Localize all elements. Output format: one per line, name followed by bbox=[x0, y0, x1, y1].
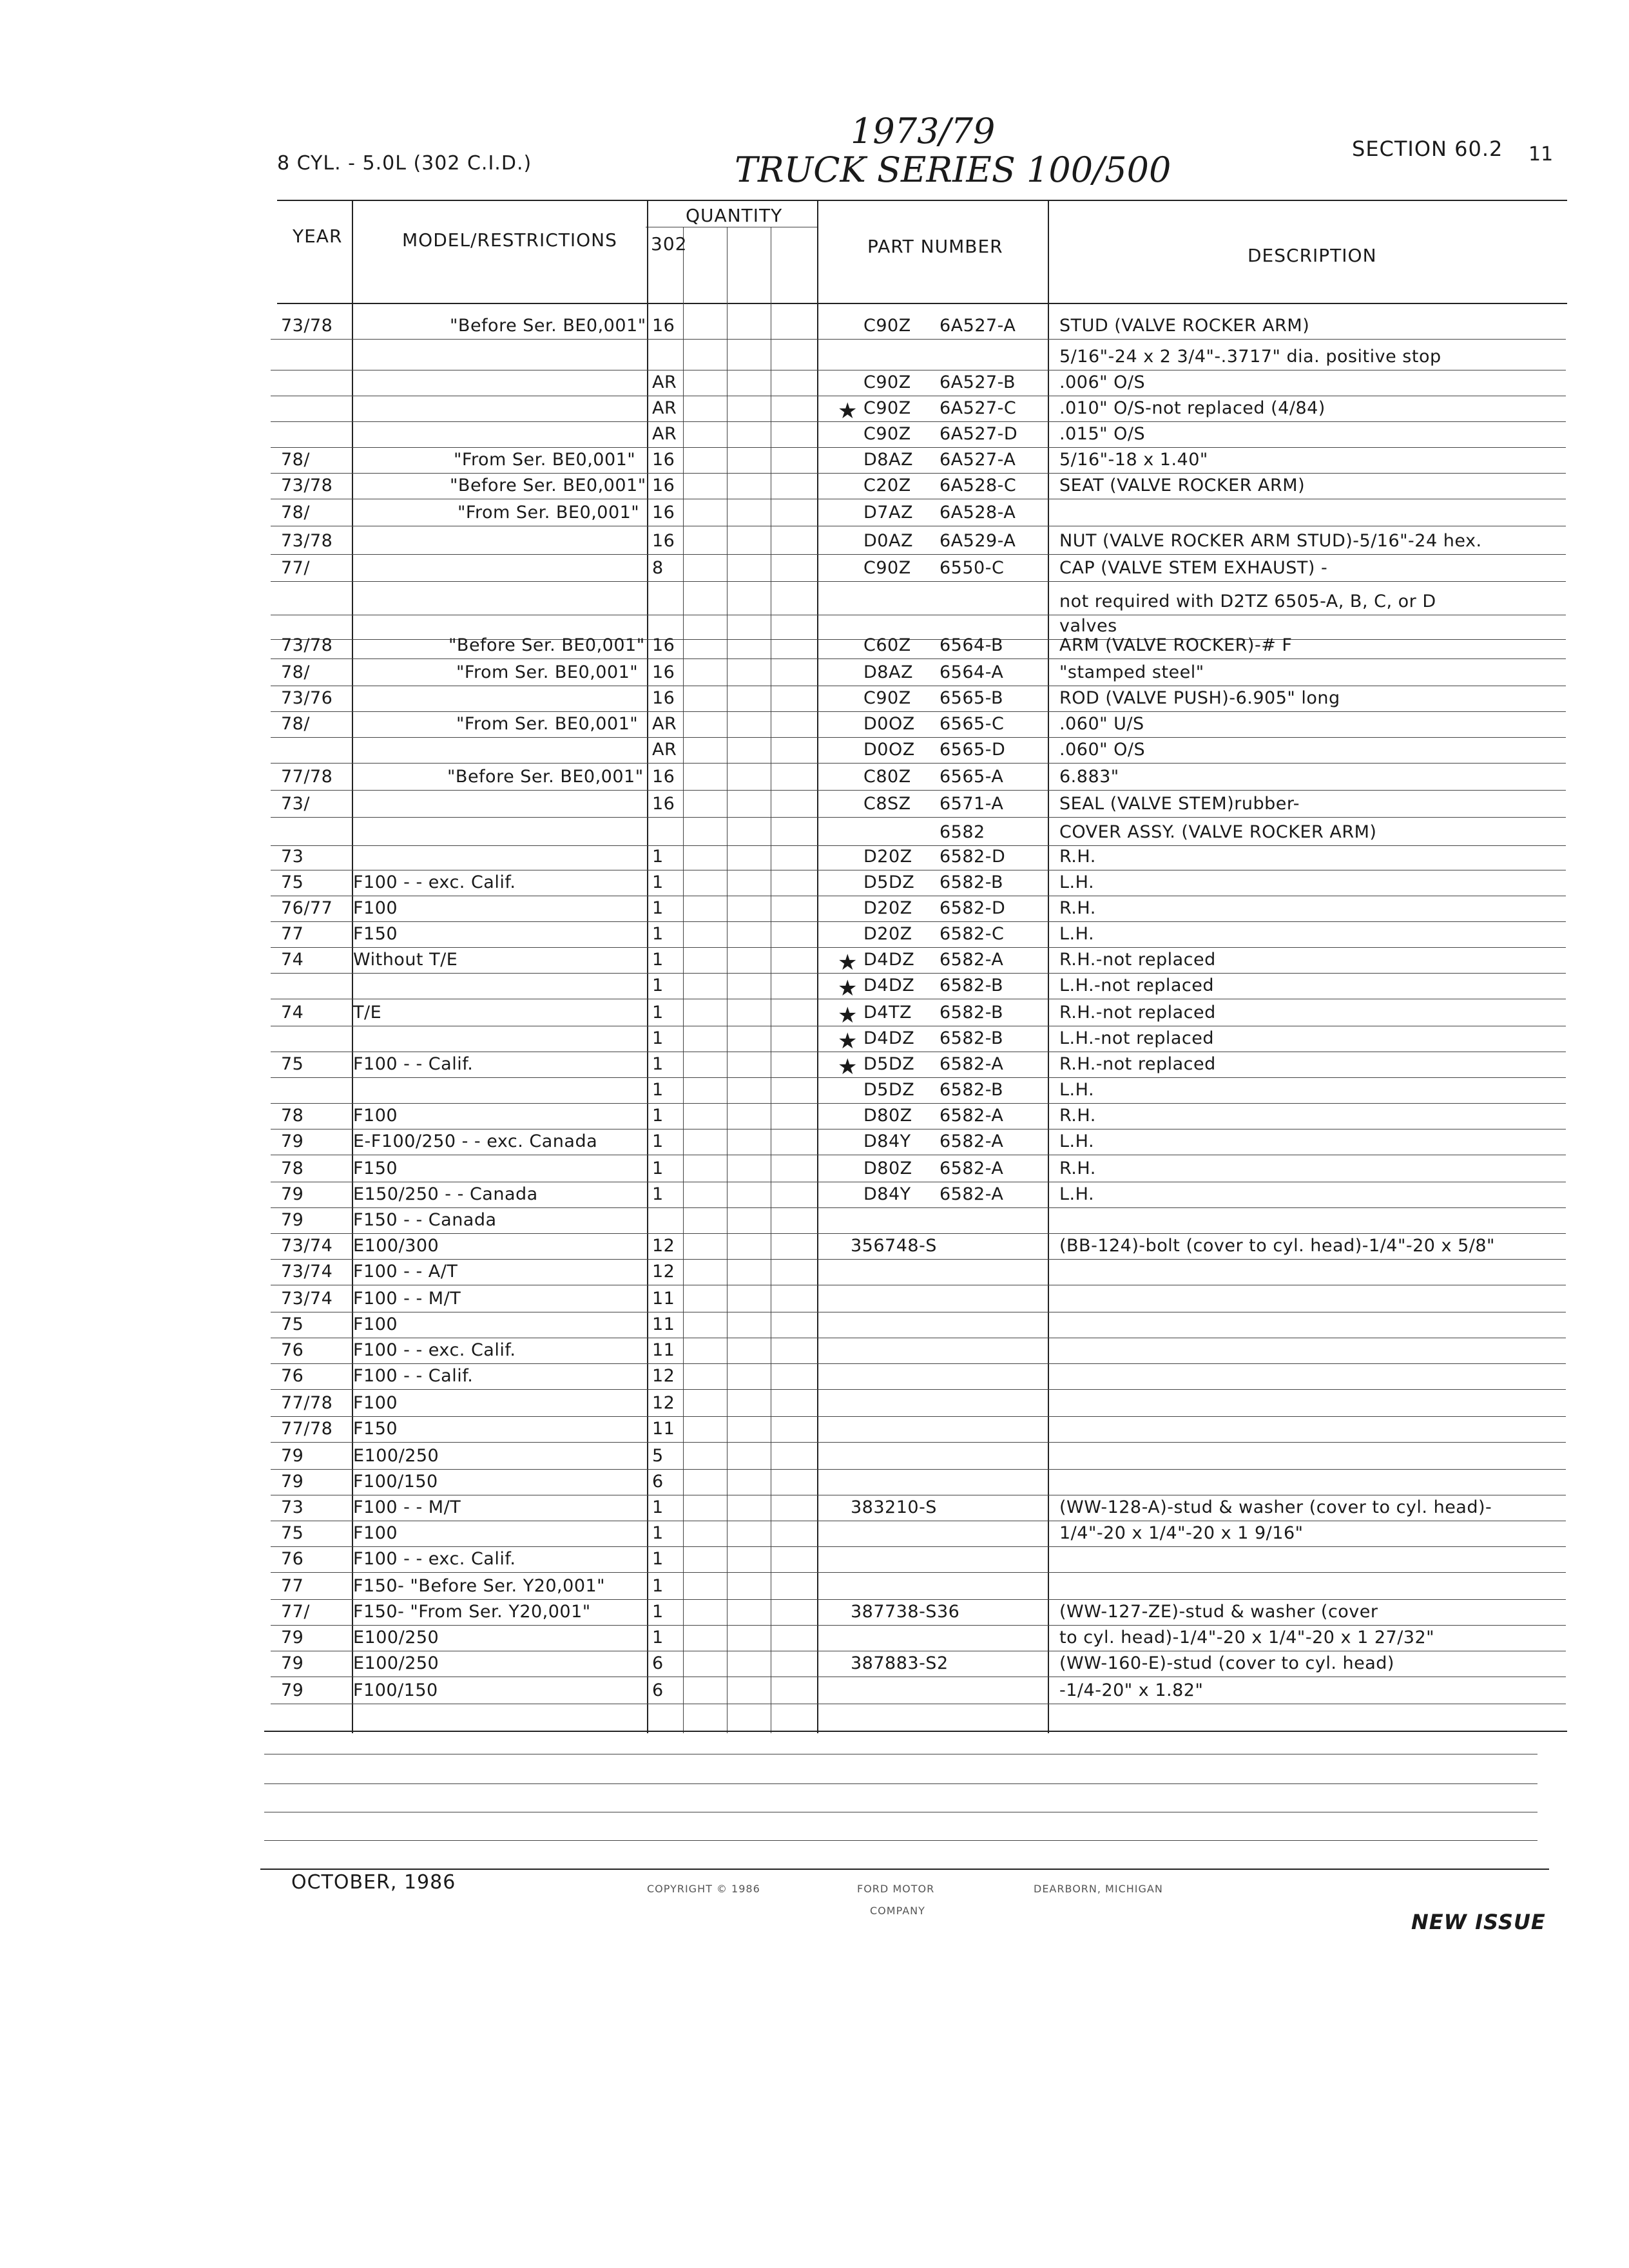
row-part-prefix: D8AZ bbox=[863, 450, 913, 470]
row-quantity: 1 bbox=[652, 1003, 664, 1023]
row-divider bbox=[271, 1233, 1566, 1234]
row-model: E100/300 bbox=[353, 1236, 439, 1256]
row-year: 75 bbox=[281, 872, 304, 892]
footer-company: FORD MOTOR bbox=[857, 1883, 935, 1895]
row-year: 75 bbox=[281, 1054, 304, 1074]
row-part-prefix: D84Y bbox=[863, 1184, 911, 1204]
row-model: F150 bbox=[353, 924, 398, 944]
row-quantity: 1 bbox=[652, 1628, 664, 1648]
row-quantity: 1 bbox=[652, 1054, 664, 1074]
footer-copyright: COPYRIGHT © 1986 bbox=[647, 1883, 760, 1895]
star-icon: ★ bbox=[838, 1003, 858, 1028]
row-part-prefix: C90Z bbox=[863, 424, 911, 444]
row-description: .060" O/S bbox=[1059, 740, 1146, 760]
row-description: CAP (VALVE STEM EXHAUST) - bbox=[1059, 558, 1328, 578]
row-quantity: 11 bbox=[652, 1419, 675, 1439]
row-description: R.H. bbox=[1059, 1158, 1096, 1178]
row-year: 74 bbox=[281, 950, 304, 970]
row-divider bbox=[271, 1103, 1566, 1104]
row-quantity: 1 bbox=[652, 1497, 664, 1517]
row-quantity: 1 bbox=[652, 898, 664, 918]
row-description: -1/4-20" x 1.82" bbox=[1059, 1680, 1204, 1700]
row-divider bbox=[271, 973, 1566, 974]
row-part-prefix: C80Z bbox=[863, 767, 911, 787]
row-year: 76 bbox=[281, 1549, 304, 1569]
row-quantity: 16 bbox=[652, 794, 675, 814]
row-quantity: 6 bbox=[652, 1680, 664, 1700]
row-quantity: 16 bbox=[652, 767, 675, 787]
row-part-prefix: D80Z bbox=[863, 1106, 912, 1126]
row-divider bbox=[271, 554, 1566, 555]
row-part-base: 6582-B bbox=[940, 1003, 1004, 1023]
row-quantity: AR bbox=[652, 714, 677, 734]
row-quantity: 1 bbox=[652, 1131, 664, 1151]
row-year: 78/ bbox=[281, 662, 310, 682]
row-description: L.H.-not replaced bbox=[1059, 975, 1214, 995]
row-part-base: 383210-S bbox=[851, 1497, 937, 1517]
row-description: L.H. bbox=[1059, 924, 1095, 944]
row-part-prefix: D20Z bbox=[863, 898, 912, 918]
row-model: F100/150 bbox=[353, 1472, 438, 1492]
row-model: E100/250 bbox=[353, 1446, 439, 1466]
row-part-base: 6550-C bbox=[940, 558, 1005, 578]
row-divider bbox=[271, 921, 1566, 922]
row-quantity: 1 bbox=[652, 1184, 664, 1204]
row-description: ROD (VALVE PUSH)-6.905" long bbox=[1059, 688, 1340, 708]
row-description: .006" O/S bbox=[1059, 372, 1146, 392]
row-part-base: 6A527-D bbox=[940, 424, 1018, 444]
row-divider bbox=[271, 447, 1566, 448]
row-part-prefix: D0OZ bbox=[863, 714, 915, 734]
row-divider bbox=[271, 473, 1566, 474]
row-quantity: 16 bbox=[652, 688, 675, 708]
row-description: L.H.-not replaced bbox=[1059, 1028, 1214, 1048]
row-divider bbox=[271, 339, 1566, 340]
row-quantity: 1 bbox=[652, 1106, 664, 1126]
row-description: to cyl. head)-1/4"-20 x 1/4"-20 x 1 27/32" bbox=[1059, 1628, 1435, 1648]
row-part-base: 6565-C bbox=[940, 714, 1005, 734]
row-description: .015" O/S bbox=[1059, 424, 1146, 444]
row-description: .010" O/S-not replaced (4/84) bbox=[1059, 398, 1325, 418]
row-part-base: 387883-S2 bbox=[851, 1653, 949, 1673]
row-description: "stamped steel" bbox=[1059, 662, 1204, 682]
row-part-base: 6582-A bbox=[940, 1106, 1004, 1126]
row-description: SEAT (VALVE ROCKER ARM) bbox=[1059, 476, 1306, 495]
row-year: 73/74 bbox=[281, 1236, 333, 1256]
row-year: 77 bbox=[281, 1576, 304, 1596]
row-quantity: 11 bbox=[652, 1314, 675, 1334]
footer-company-2: COMPANY bbox=[870, 1905, 925, 1917]
row-year: 78 bbox=[281, 1158, 304, 1178]
row-quantity: 8 bbox=[652, 558, 664, 578]
row-model: "From Ser. BE0,001" bbox=[456, 662, 639, 682]
row-description: .060" U/S bbox=[1059, 714, 1144, 734]
row-quantity: 16 bbox=[652, 503, 675, 523]
row-description: (WW-160-E)-stud (cover to cyl. head) bbox=[1059, 1653, 1394, 1673]
row-year: 77/ bbox=[281, 1602, 310, 1622]
row-description: R.H.-not replaced bbox=[1059, 1054, 1216, 1074]
row-quantity: 1 bbox=[652, 1549, 664, 1569]
engine-label: 8 CYL. - 5.0L (302 C.I.D.) bbox=[277, 152, 532, 175]
row-model: T/E bbox=[353, 1003, 382, 1023]
row-year: 78/ bbox=[281, 450, 310, 470]
row-quantity: 16 bbox=[652, 531, 675, 551]
row-part-base: 356748-S bbox=[851, 1236, 937, 1256]
row-year: 77 bbox=[281, 924, 304, 944]
row-part-prefix: D4TZ bbox=[863, 1003, 912, 1023]
row-model: F100 bbox=[353, 1106, 398, 1126]
row-part-base: 6582-D bbox=[940, 847, 1006, 867]
row-divider bbox=[271, 790, 1566, 791]
row-quantity: 12 bbox=[652, 1262, 675, 1282]
row-model: "Before Ser. BE0,001" bbox=[447, 767, 644, 787]
row-year: 74 bbox=[281, 1003, 304, 1023]
row-description: R.H. bbox=[1059, 1106, 1096, 1126]
row-quantity: AR bbox=[652, 424, 677, 444]
row-year: 77/78 bbox=[281, 767, 333, 787]
row-year: 79 bbox=[281, 1628, 304, 1648]
row-model: F100 - - A/T bbox=[353, 1262, 458, 1282]
row-quantity: AR bbox=[652, 372, 677, 392]
row-year: 73/76 bbox=[281, 688, 333, 708]
row-description: R.H.-not replaced bbox=[1059, 950, 1216, 970]
row-year: 77/ bbox=[281, 558, 310, 578]
row-part-prefix: D84Y bbox=[863, 1131, 911, 1151]
row-quantity: 12 bbox=[652, 1393, 675, 1413]
row-divider bbox=[271, 1259, 1566, 1260]
row-description: 6.883" bbox=[1059, 767, 1119, 787]
col-description-header: DESCRIPTION bbox=[1248, 245, 1377, 266]
row-year: 75 bbox=[281, 1314, 304, 1334]
row-description: 5/16"-18 x 1.40" bbox=[1059, 450, 1208, 470]
row-part-prefix: C90Z bbox=[863, 316, 911, 336]
row-part-prefix: D8AZ bbox=[863, 662, 913, 682]
row-model: Without T/E bbox=[353, 950, 458, 970]
row-year: 79 bbox=[281, 1472, 304, 1492]
row-model: "From Ser. BE0,001" bbox=[456, 714, 639, 734]
row-part-base: 6565-A bbox=[940, 767, 1004, 787]
row-part-prefix: D0AZ bbox=[863, 531, 913, 551]
row-description: L.H. bbox=[1059, 1131, 1095, 1151]
row-part-base: 387738-S36 bbox=[851, 1602, 960, 1622]
row-quantity: 1 bbox=[652, 847, 664, 867]
row-description: R.H. bbox=[1059, 847, 1096, 867]
row-description: (WW-127-ZE)-stud & washer (cover bbox=[1059, 1602, 1378, 1622]
row-part-base: 6582-B bbox=[940, 1028, 1004, 1048]
row-divider bbox=[271, 1077, 1566, 1078]
row-year: 78 bbox=[281, 1106, 304, 1126]
row-part-base: 6582-B bbox=[940, 872, 1004, 892]
row-divider bbox=[271, 711, 1566, 712]
row-part-base: 6A527-B bbox=[940, 372, 1016, 392]
row-divider bbox=[271, 763, 1566, 764]
row-description: 1/4"-20 x 1/4"-20 x 1 9/16" bbox=[1059, 1523, 1304, 1543]
row-model: F150 bbox=[353, 1158, 398, 1178]
row-model: F100/150 bbox=[353, 1680, 438, 1700]
row-model: "From Ser. BE0,001" bbox=[454, 450, 636, 470]
page-number: 11 bbox=[1528, 143, 1554, 166]
row-year: 79 bbox=[281, 1653, 304, 1673]
row-year: 76 bbox=[281, 1340, 304, 1360]
row-year: 73/74 bbox=[281, 1262, 333, 1282]
row-part-prefix: C90Z bbox=[863, 398, 911, 418]
row-part-prefix: C8SZ bbox=[863, 794, 911, 814]
row-year: 73 bbox=[281, 847, 304, 867]
row-description: L.H. bbox=[1059, 1184, 1095, 1204]
row-year: 73/78 bbox=[281, 316, 333, 336]
row-year: 78/ bbox=[281, 503, 310, 523]
row-part-base: 6564-B bbox=[940, 635, 1004, 655]
row-part-prefix: D4DZ bbox=[863, 975, 915, 995]
row-year: 79 bbox=[281, 1184, 304, 1204]
row-description: COVER ASSY. (VALVE ROCKER ARM) bbox=[1059, 822, 1377, 842]
row-divider bbox=[271, 1363, 1566, 1364]
row-part-prefix: D0OZ bbox=[863, 740, 915, 760]
row-model: F150- "Before Ser. Y20,001" bbox=[353, 1576, 606, 1596]
row-part-prefix: C90Z bbox=[863, 558, 911, 578]
row-part-base: 6A527-A bbox=[940, 316, 1016, 336]
row-divider bbox=[271, 421, 1566, 422]
row-model: F150- "From Ser. Y20,001" bbox=[353, 1602, 591, 1622]
row-part-prefix: D4DZ bbox=[863, 1028, 915, 1048]
row-model: E150/250 - - Canada bbox=[353, 1184, 538, 1204]
years-title: 1973/79 bbox=[851, 111, 996, 151]
row-model: E100/250 bbox=[353, 1653, 439, 1673]
row-model: E-F100/250 - - exc. Canada bbox=[353, 1131, 598, 1151]
row-quantity: 6 bbox=[652, 1653, 664, 1673]
row-model: F100 - - Calif. bbox=[353, 1054, 474, 1074]
row-part-base: 6565-D bbox=[940, 740, 1006, 760]
row-year: 73/ bbox=[281, 794, 310, 814]
row-quantity: 1 bbox=[652, 975, 664, 995]
footer-date: OCTOBER, 1986 bbox=[291, 1871, 456, 1894]
row-part-base: 6A527-A bbox=[940, 450, 1016, 470]
row-description: (BB-124)-bolt (cover to cyl. head)-1/4"-20 x 5/8" bbox=[1059, 1236, 1495, 1256]
row-model: F100 - - exc. Calif. bbox=[353, 872, 516, 892]
row-year: 77/78 bbox=[281, 1419, 333, 1439]
row-part-base: 6582-B bbox=[940, 1080, 1004, 1100]
row-part-base: 6582-A bbox=[940, 950, 1004, 970]
section-number: SECTION 60.2 bbox=[1352, 137, 1503, 161]
row-quantity: 1 bbox=[652, 924, 664, 944]
row-description: L.H. bbox=[1059, 1080, 1095, 1100]
star-icon: ★ bbox=[838, 1028, 858, 1054]
row-divider bbox=[271, 658, 1566, 659]
row-part-base: 6582-B bbox=[940, 975, 1004, 995]
row-year: 77/78 bbox=[281, 1393, 333, 1413]
row-year: 73/78 bbox=[281, 635, 333, 655]
footer-location: DEARBORN, MICHIGAN bbox=[1034, 1883, 1163, 1895]
row-part-base: 6582 bbox=[940, 822, 985, 842]
row-part-prefix: C60Z bbox=[863, 635, 911, 655]
col-year-header: YEAR bbox=[293, 226, 343, 247]
col-part-header: PART NUMBER bbox=[867, 236, 1003, 257]
row-part-prefix: D20Z bbox=[863, 924, 912, 944]
row-part-base: 6582-A bbox=[940, 1184, 1004, 1204]
row-divider bbox=[271, 737, 1566, 738]
row-year: 75 bbox=[281, 1523, 304, 1543]
row-year: 73/78 bbox=[281, 476, 333, 495]
row-year: 73 bbox=[281, 1497, 304, 1517]
col-qty-302-header: 302 bbox=[651, 233, 688, 255]
row-description: NUT (VALVE ROCKER ARM STUD)-5/16"-24 hex. bbox=[1059, 531, 1482, 551]
row-part-base: 6A528-A bbox=[940, 503, 1016, 523]
row-model: E100/250 bbox=[353, 1628, 439, 1648]
row-year: 79 bbox=[281, 1131, 304, 1151]
row-quantity: 16 bbox=[652, 476, 675, 495]
row-divider bbox=[271, 845, 1566, 846]
star-icon: ★ bbox=[838, 1054, 858, 1080]
row-divider bbox=[271, 1572, 1566, 1573]
row-part-base: 6582-A bbox=[940, 1158, 1004, 1178]
row-part-prefix: C90Z bbox=[863, 688, 911, 708]
row-model: "Before Ser. BE0,001" bbox=[448, 635, 645, 655]
row-part-base: 6582-A bbox=[940, 1131, 1004, 1151]
row-quantity: 1 bbox=[652, 1158, 664, 1178]
row-part-base: 6582-A bbox=[940, 1054, 1004, 1074]
row-part-base: 6565-B bbox=[940, 688, 1004, 708]
row-part-base: 6A527-C bbox=[940, 398, 1017, 418]
row-model: "From Ser. BE0,001" bbox=[458, 503, 640, 523]
row-part-prefix: D5DZ bbox=[863, 1054, 915, 1074]
row-model: F100 bbox=[353, 1314, 398, 1334]
row-year: 79 bbox=[281, 1446, 304, 1466]
row-description: (WW-128-A)-stud & washer (cover to cyl. head)- bbox=[1059, 1497, 1492, 1517]
row-description: 5/16"-24 x 2 3/4"-.3717" dia. positive stop bbox=[1059, 347, 1441, 367]
row-description: R.H. bbox=[1059, 898, 1096, 918]
row-part-base: 6582-C bbox=[940, 924, 1005, 944]
footer-issue: NEW ISSUE bbox=[1411, 1910, 1546, 1934]
row-year: 73/74 bbox=[281, 1289, 333, 1309]
row-quantity: 16 bbox=[652, 635, 675, 655]
row-divider bbox=[271, 947, 1566, 948]
row-model: "Before Ser. BE0,001" bbox=[450, 476, 646, 495]
row-quantity: 16 bbox=[652, 316, 675, 336]
star-icon: ★ bbox=[838, 398, 858, 424]
row-quantity: 1 bbox=[652, 872, 664, 892]
row-model: F150 - - Canada bbox=[353, 1210, 497, 1230]
row-divider bbox=[271, 817, 1566, 818]
row-part-base: 6A529-A bbox=[940, 531, 1016, 551]
row-divider bbox=[271, 1625, 1566, 1626]
row-quantity: 11 bbox=[652, 1289, 675, 1309]
row-model: "Before Ser. BE0,001" bbox=[450, 316, 646, 336]
row-part-prefix: D5DZ bbox=[863, 872, 915, 892]
row-quantity: 1 bbox=[652, 1080, 664, 1100]
row-year: 73/78 bbox=[281, 531, 333, 551]
row-part-base: 6571-A bbox=[940, 794, 1004, 814]
row-description: ARM (VALVE ROCKER)-# F bbox=[1059, 635, 1293, 655]
row-quantity: 1 bbox=[652, 1028, 664, 1048]
row-part-base: 6582-D bbox=[940, 898, 1006, 918]
row-description: SEAL (VALVE STEM)rubber- bbox=[1059, 794, 1300, 814]
row-quantity: 6 bbox=[652, 1472, 664, 1492]
row-model: F100 - - M/T bbox=[353, 1497, 461, 1517]
row-model: F100 - - M/T bbox=[353, 1289, 461, 1309]
row-part-base: 6A528-C bbox=[940, 476, 1017, 495]
row-part-prefix: D5DZ bbox=[863, 1080, 915, 1100]
row-year: 79 bbox=[281, 1210, 304, 1230]
row-model: F100 - - Calif. bbox=[353, 1366, 474, 1386]
row-divider bbox=[271, 1207, 1566, 1208]
row-quantity: AR bbox=[652, 740, 677, 760]
row-quantity: 16 bbox=[652, 662, 675, 682]
row-model: F100 bbox=[353, 1393, 398, 1413]
row-quantity: 1 bbox=[652, 1523, 664, 1543]
row-divider bbox=[271, 1389, 1566, 1390]
row-description: not required with D2TZ 6505-A, B, C, or D bbox=[1059, 591, 1436, 611]
row-quantity: 12 bbox=[652, 1236, 675, 1256]
row-part-prefix: C90Z bbox=[863, 372, 911, 392]
row-description: L.H. bbox=[1059, 872, 1095, 892]
row-divider bbox=[271, 1416, 1566, 1417]
row-description: STUD (VALVE ROCKER ARM) bbox=[1059, 316, 1310, 336]
row-model: F150 bbox=[353, 1419, 398, 1439]
row-divider bbox=[271, 1546, 1566, 1547]
row-quantity: 1 bbox=[652, 950, 664, 970]
series-title: TRUCK SERIES 100/500 bbox=[735, 149, 1171, 190]
col-model-header: MODEL/RESTRICTIONS bbox=[402, 229, 617, 251]
col-quantity-header: QUANTITY bbox=[686, 205, 783, 226]
row-quantity: 12 bbox=[652, 1366, 675, 1386]
row-divider bbox=[271, 1599, 1566, 1600]
row-year: 78/ bbox=[281, 714, 310, 734]
row-model: F100 - - exc. Calif. bbox=[353, 1549, 516, 1569]
row-model: F100 bbox=[353, 1523, 398, 1543]
row-year: 79 bbox=[281, 1680, 304, 1700]
row-year: 76/77 bbox=[281, 898, 333, 918]
row-year: 76 bbox=[281, 1366, 304, 1386]
row-quantity: 5 bbox=[652, 1446, 664, 1466]
row-part-prefix: D80Z bbox=[863, 1158, 912, 1178]
row-part-prefix: C20Z bbox=[863, 476, 911, 495]
row-divider bbox=[271, 581, 1566, 582]
row-divider bbox=[271, 1442, 1566, 1443]
row-description: valves bbox=[1059, 616, 1117, 636]
star-icon: ★ bbox=[838, 975, 858, 1001]
star-icon: ★ bbox=[838, 950, 858, 975]
row-description: R.H.-not replaced bbox=[1059, 1003, 1216, 1023]
row-part-prefix: D4DZ bbox=[863, 950, 915, 970]
row-part-base: 6564-A bbox=[940, 662, 1004, 682]
row-model: F100 - - exc. Calif. bbox=[353, 1340, 516, 1360]
row-quantity: 1 bbox=[652, 1576, 664, 1596]
row-quantity: 1 bbox=[652, 1602, 664, 1622]
row-part-prefix: D20Z bbox=[863, 847, 912, 867]
row-divider bbox=[271, 1469, 1566, 1470]
row-model: F100 bbox=[353, 898, 398, 918]
row-quantity: 11 bbox=[652, 1340, 675, 1360]
row-part-prefix: D7AZ bbox=[863, 503, 913, 523]
row-quantity: AR bbox=[652, 398, 677, 418]
row-quantity: 16 bbox=[652, 450, 675, 470]
